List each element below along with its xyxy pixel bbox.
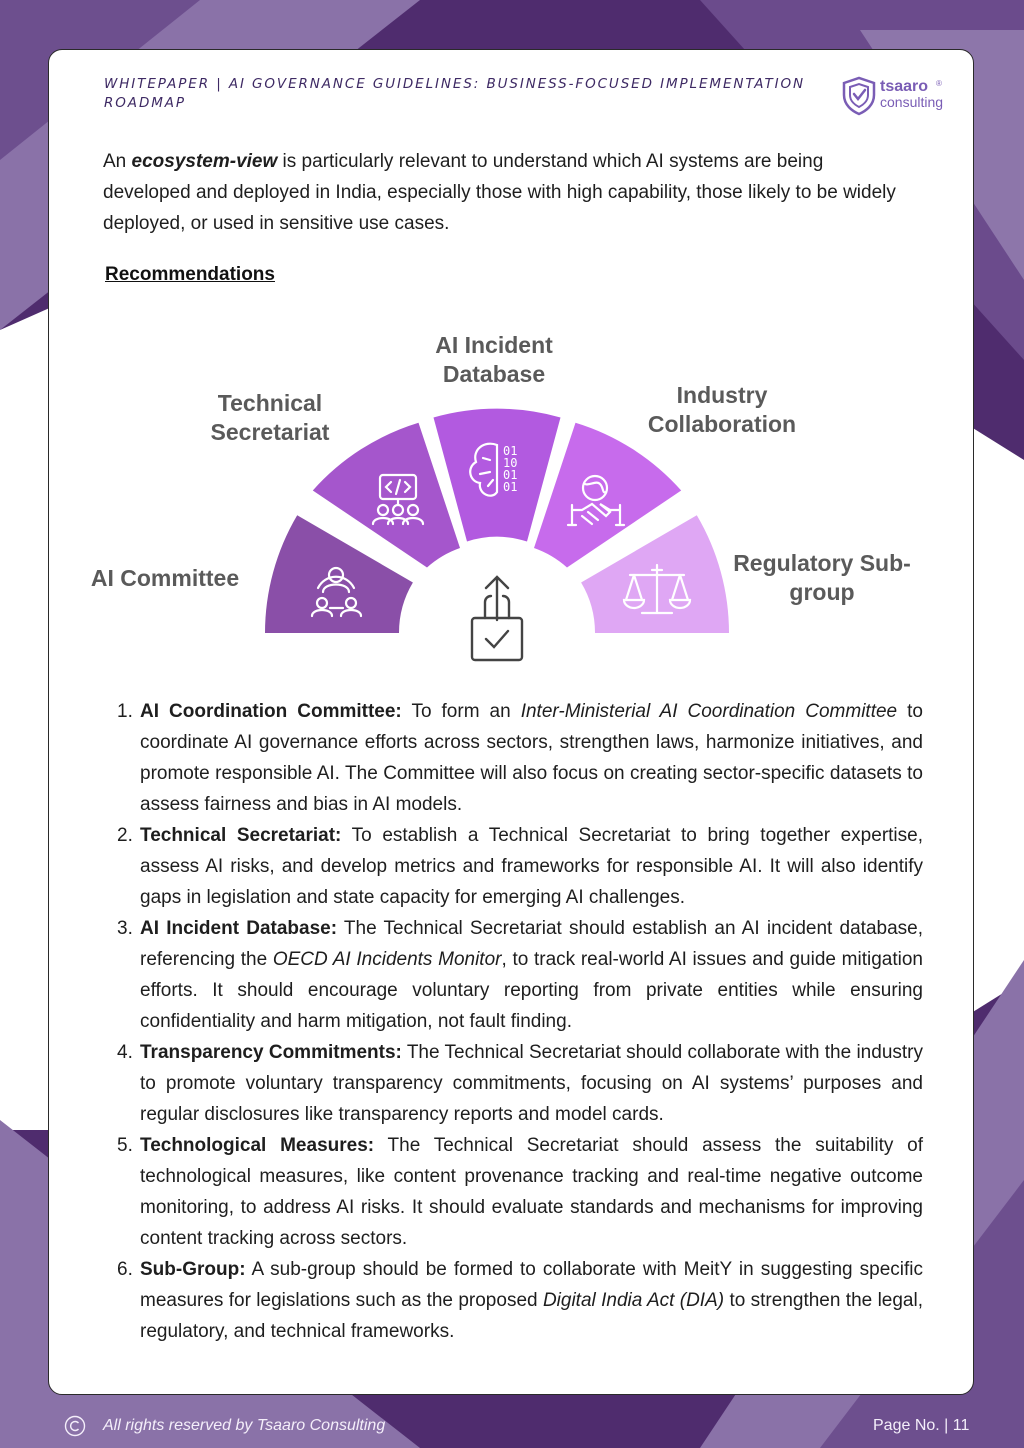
item-text: A sub-group should be formed to collaborate with MeitY in suggesting specific measures for legislations such as the proposed [140,1259,923,1311]
item-text: To form an [401,701,521,722]
diagram-label-technical-secretariat-line1: Technical [217,390,323,416]
diagram-label-industry-collaboration-line2: Collaboration [647,411,797,437]
item-title: Technological Measures: [140,1135,375,1156]
list-number: 6. [117,1259,133,1280]
recommendations-diagram [60,320,960,690]
intro-rest: is particularly relevant to understand which AI systems are being developed and deployed in India, especially those with high capability, those likely to be widely deployed, or used in sensitive use cases. [103,151,896,234]
diagram-label-industry-collaboration-line1: Industry [676,382,768,408]
list-number: 4. [117,1042,133,1063]
footer-page-number: Page No. | 11 [873,1417,970,1434]
list-item [103,1037,923,1130]
logo-subtitle: consulting [880,94,944,110]
secure-upload-lock-icon [472,577,522,660]
list-item [103,1254,923,1347]
recommendations-heading: Recommendations [105,264,275,285]
item-emphasis: Digital India Act (DIA) [542,1290,725,1311]
diagram-label-ai-committee: AI Committee [90,565,240,591]
intro-lead: An [103,151,132,172]
diagram-label-industry-collaboration [632,381,812,439]
list-number: 2. [117,825,133,846]
item-emphasis: Inter-Ministerial AI Coordination Committee [520,701,898,722]
item-title: AI Incident Database: [140,918,338,939]
svg-text:10: 10 [503,456,518,470]
diagram-label-ai-incident-database-line2: Database [442,361,546,387]
logo-registered-mark: ® [936,79,942,88]
item-text: To establish a Technical Secretariat to bring together expertise, assess AI risks, and develop metrics and frameworks for responsible AI. It will also identify gaps in legislation and state capacity for emerging AI challenges. [140,825,923,908]
recommendations-list [103,696,923,1347]
diagram-label-ai-incident-database [414,331,574,389]
list-number: 3. [117,918,133,939]
item-title: AI Coordination Committee: [140,701,402,722]
item-emphasis: OECD AI Incidents Monitor [272,949,502,970]
list-number: 1. [117,701,133,722]
diagram-label-ai-incident-database-line1: AI Incident [435,332,553,358]
footer-copyright: All rights reserved by Tsaaro Consulting [103,1417,386,1434]
item-text-tail: , to track real-world AI issues and guide mitigation efforts. It should encourage voluntary reporting from private entities while ensuring confidentiality and harm mitigation, not fault finding. [140,949,923,1032]
intro-paragraph [103,146,913,239]
diagram-label-regulatory-subgroup-line2: group [789,579,855,605]
svg-text:01: 01 [503,468,518,482]
item-text: The Technical Secretariat should collaborate with the industry to promote voluntary transparency commitments, focusing on AI systems’ purposes and regular disclosures like transparency reports and model cards. [140,1042,923,1125]
item-text-tail: to strengthen the legal, regulatory, and technical frameworks. [140,1290,923,1342]
list-item [103,820,923,913]
diagram-label-technical-secretariat [190,389,350,447]
item-text-tail: to coordinate AI governance efforts across sectors, strengthen laws, harmonize initiatives, and promote responsible AI. The Committee will also focus on creating sector-specific datasets to assess fairness and bias in AI models. [140,701,923,815]
list-item [103,913,923,1037]
item-title: Sub-Group: [140,1259,246,1280]
intro-emphasis: ecosystem-view [131,151,278,172]
diagram-label-technical-secretariat-line2: Secretariat [210,419,330,445]
diagram-label-regulatory-subgroup-line1: Regulatory Sub- [733,550,911,576]
document-header-title: WHITEPAPER | AI GOVERNANCE GUIDELINES: BUSINESS-FOCUSED IMPLEMENTATION ROADMAP [104,76,805,111]
svg-text:01: 01 [503,480,518,494]
logo-name: tsaaro [880,78,929,95]
item-text: The Technical Secretariat should assess the suitability of technological measures, like content provenance tracking and real-time negative outcome monitoring, to address AI risks. It should evaluate standards and mechanisms for improving content tracking across sectors. [140,1135,923,1249]
item-text: The Technical Secretariat should establish an AI incident database, referencing the [140,918,923,970]
list-number: 5. [117,1135,133,1156]
svg-text:01: 01 [503,444,518,458]
copyright-icon [64,1415,86,1437]
item-title: Transparency Commitments: [140,1042,402,1063]
list-item [103,696,923,820]
diagram-label-regulatory-subgroup [722,549,922,607]
list-item [103,1130,923,1254]
item-title: Technical Secretariat: [140,825,342,846]
